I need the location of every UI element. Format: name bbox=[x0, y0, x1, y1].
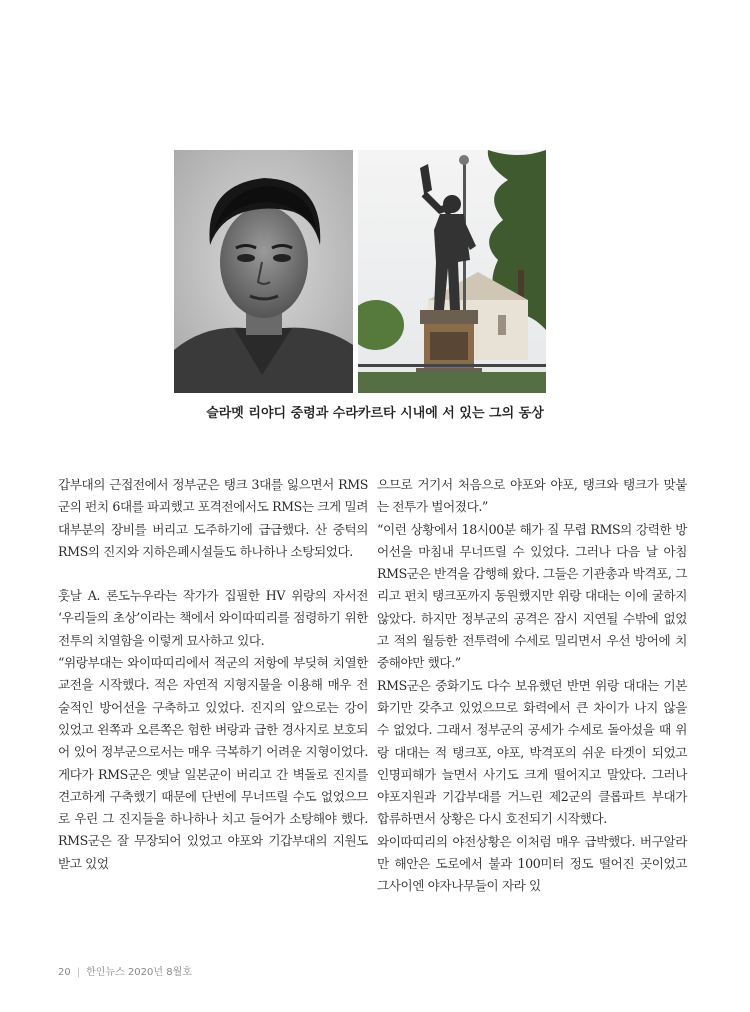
page-number: 20 bbox=[58, 967, 71, 978]
page-footer bbox=[58, 963, 192, 978]
paragraph: 와이따띠리의 야전상황은 이처럼 매우 급박했다. 버구알라만 해안은 도로에서 불과 100미터 정도 떨어진 곳이었고 그사이엔 야자나무들이 자라 있 bbox=[377, 833, 687, 894]
figure-caption: 슬라멧 리야디 중령과 수라카르타 시내에 서 있는 그의 동상 bbox=[206, 406, 544, 421]
paragraph: 갑부대의 근접전에서 정부군은 탱크 3대를 잃으면서 RMS군의 펀치 6대를 파괴했고 포격전에서도 RMS는 크게 밀려 대부분의 장비를 버리고 도주하기에 급급했다. 산 중턱의 RMS의 진지와 지하은폐시설들도 하나하나 소탕되었다. bbox=[58, 477, 368, 559]
paragraph: 으므로 거기서 처음으로 야포와 야포, 탱크와 탱크가 맞붙는 전투가 벌어졌다.” bbox=[377, 477, 687, 515]
publication-name: 한인뉴스 2020년 8월호 bbox=[86, 967, 192, 978]
footer-divider: | bbox=[76, 967, 81, 978]
right-column bbox=[377, 474, 687, 898]
paragraph: RMS군은 중화기도 다수 보유했던 반면 위랑 대대는 기본화기만 갖추고 있었으므로 화력에서 큰 차이가 나지 않을 수 없었다. 그래서 정부군의 공세가 수세로 돌아섰을 때 위랑 대대는 적 탱크포, 야포, 박격포의 쉬운 타겟이 되었고 인명피해가 늘면서 사기도 크게 떨어지고 말았다. 그러나 야포지원과 기갑부대를 거느린 제2군의 클롭파트 부대가 합류하면서 상황은 다시 호전되기 시작했다. bbox=[377, 677, 687, 827]
left-column bbox=[58, 474, 368, 875]
paragraph: 훗날 A. 론도누우라는 작가가 집필한 HV 위랑의 자서전 ‘우리들의 초상’이라는 책에서 와이따띠리를 점령하기 위한 전투의 치열함을 이렇게 묘사하고 있다. bbox=[58, 588, 368, 648]
paragraph: “위랑부대는 와이따띠리에서 적군의 저항에 부딪혀 치열한 교전을 시작했다. 적은 자연적 지형지물을 이용해 매우 전술적인 방어선을 구축하고 있었다. 진지의 앞으로는 강이 있었고 왼쪽과 오른쪽은 험한 벼랑과 급한 경사지로 보호되어 있어 정부군으로서는 매우 극복하기 어려운 지형이었다. 게다가 RMS군은 옛날 일본군이 버리고 간 벽돌로 진지를 견고하게 구축했기 때문에 단번에 무너뜨릴 수도 없었으므로 우린 그 진지들을 하나하나 치고 들어가 소탕해야 했다. RMS군은 잘 무장되어 있었고 야포와 기갑부대의 지원도 받고 있었 bbox=[58, 655, 368, 871]
statue-photo bbox=[358, 150, 546, 393]
portrait-photo bbox=[174, 150, 353, 393]
paragraph: “이런 상황에서 18시00분 해가 질 무렵 RMS의 강력한 방어선을 마침내 무너뜨릴 수 있었다. 그러나 다음 날 아침 RMS군은 반격을 감행해 왔다. 그들은 기관총과 박격포, 그리고 펀치 탱크포까지 동원했지만 위랑 대대는 이에 굴하지 않았다. 하지만 정부군의 공격은 잠시 지연될 수밖에 없었고 적의 월등한 전투력에 수세로 밀리면서 우선 방어에 치중해야만 했다.” bbox=[377, 521, 687, 671]
